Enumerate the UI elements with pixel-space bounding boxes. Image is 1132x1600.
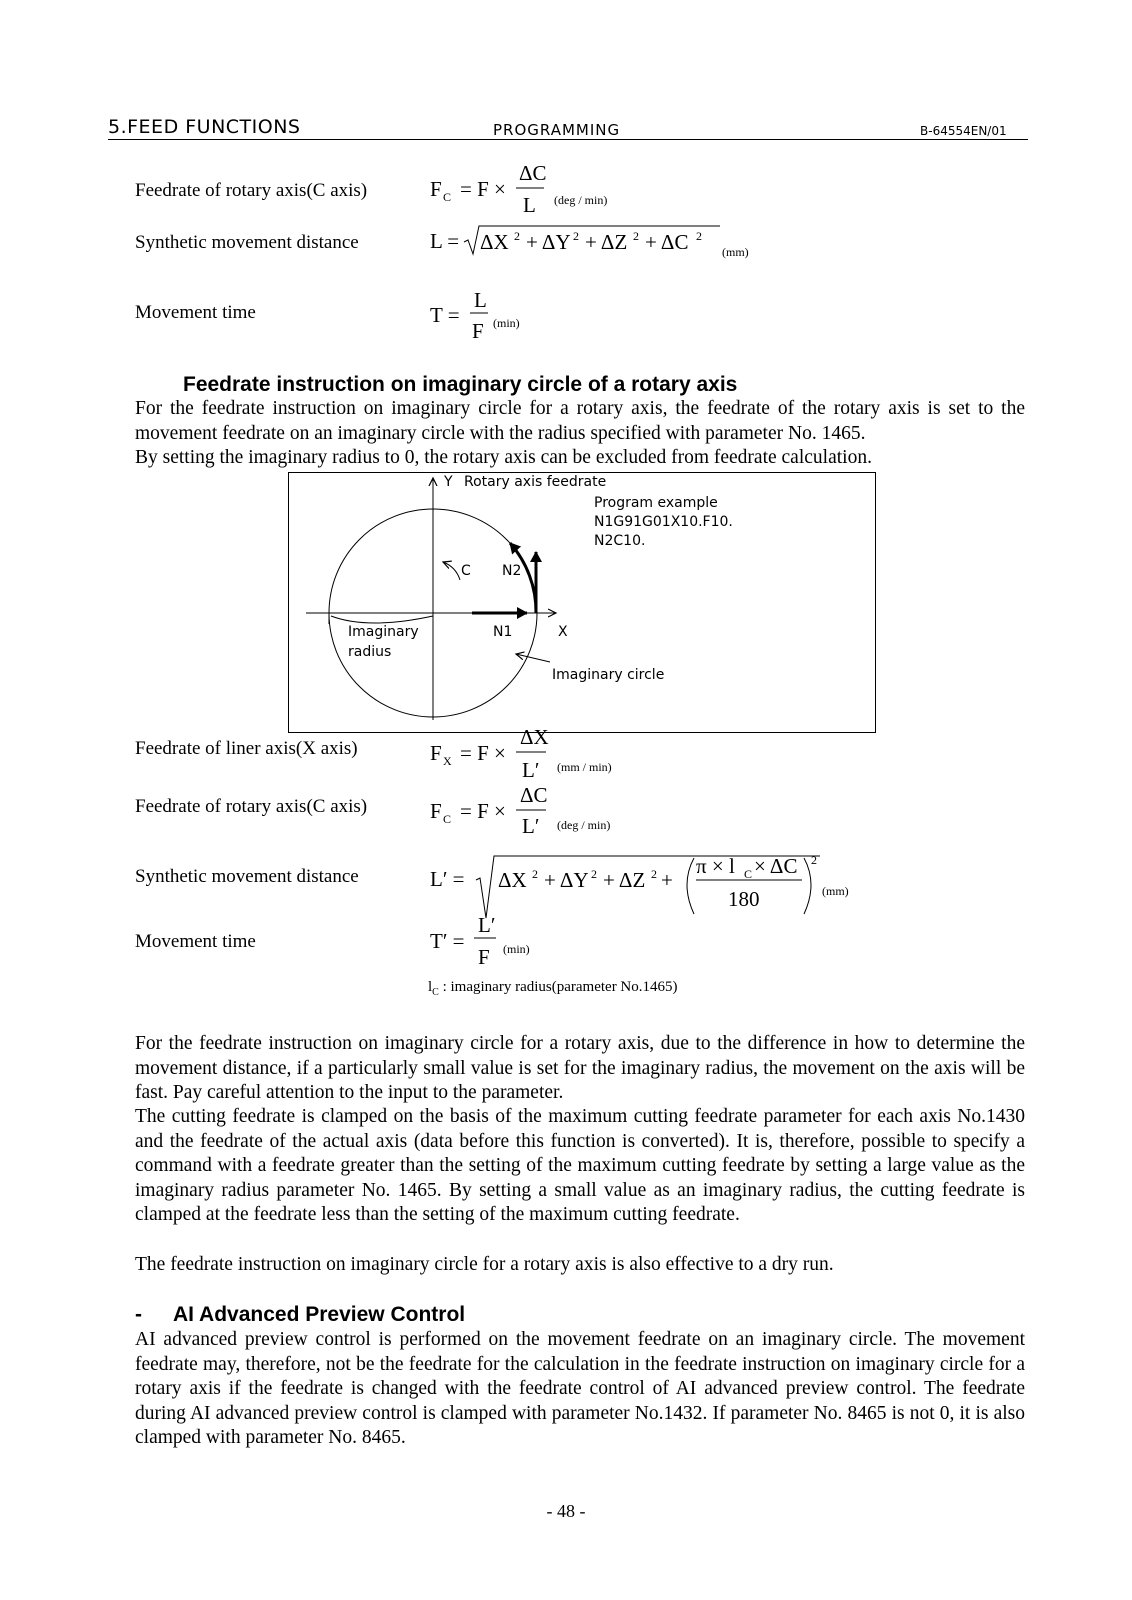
svg-text:X: X: [443, 754, 452, 768]
linear-feedrate-formula: [420, 730, 560, 792]
svg-text:L =: L =: [430, 229, 460, 253]
svg-text:+ ΔZ: + ΔZ: [585, 230, 628, 254]
radius-label-line-1: Imaginary: [348, 624, 419, 640]
radius-indicator: [331, 616, 433, 623]
movement-time-formula: [420, 285, 500, 345]
synthetic-distance-unit: (mm): [722, 245, 749, 259]
svg-text:F: F: [430, 741, 442, 765]
header-center: PROGRAMMING: [493, 121, 621, 139]
circle-pointer: [516, 654, 550, 662]
paragraph-clamping: The cutting feedrate is clamped on the basis of the maximum cutting feedrate parameter for each axis No.1430 and the feedrate of the actual axis (data before this function is converted). It is, therefore, possible to specify a command with a feedrate greater than the setting of the maximum cutting feedrate by setting a large value as the imaginary radius parameter No. 1465. By setting a small value as an imaginary radius, the cutting feedrate is clamped at the feedrate less than the setting of the maximum cutting feedrate.: [135, 1106, 1025, 1225]
rotary-feedrate-label-2: Feedrate of rotary axis(C axis): [135, 796, 368, 817]
rotary-feedrate-unit: (deg / min): [554, 193, 608, 207]
svg-text:L: L: [523, 193, 536, 217]
x-axis-label: X: [558, 624, 568, 640]
svg-text:ΔX: ΔX: [498, 868, 527, 892]
svg-text:2: 2: [573, 229, 579, 243]
synthetic-distance-formula: [420, 218, 720, 262]
program-example-title: Program example: [594, 495, 718, 511]
section-heading-imaginary-circle: Feedrate instruction on imaginary circle of a rotary axis: [183, 373, 738, 396]
c-label: C: [461, 563, 471, 579]
section-title: 5.FEED FUNCTIONS: [108, 116, 301, 138]
svg-text:C: C: [744, 867, 753, 881]
lc-definition-text: : imaginary radius(parameter No.1465): [442, 979, 678, 995]
svg-text:F: F: [472, 319, 484, 343]
program-line-1: N1G91G01X10.F10.: [594, 514, 733, 530]
svg-text:L: L: [474, 288, 487, 312]
svg-text:+ ΔC: + ΔC: [645, 230, 689, 254]
svg-text:+ ΔZ: + ΔZ: [603, 868, 646, 892]
svg-text:180: 180: [728, 887, 760, 911]
rotary-feedrate-unit-2: (deg / min): [557, 818, 611, 832]
svg-text:L′: L′: [522, 814, 540, 838]
svg-text:+ ΔY: + ΔY: [526, 230, 571, 254]
svg-text:2: 2: [696, 229, 702, 243]
paragraph-imaginary-radius-zero: By setting the imaginary radius to 0, the rotary axis can be excluded from feedrate calculation.: [135, 447, 872, 468]
svg-text:= F ×: = F ×: [460, 177, 506, 201]
svg-text:+ ΔY: + ΔY: [544, 868, 589, 892]
y-axis-title: Rotary axis feedrate: [464, 474, 607, 490]
movement-time-label-2: Movement time: [135, 931, 256, 952]
svg-text:× ΔC: × ΔC: [754, 854, 798, 878]
paragraph-small-radius-warning: For the feedrate instruction on imaginary circle for a rotary axis, due to the difference in how to determine the movement distance, if a particularly small value is set for the imaginary radius, the movement on the axis will be fast. Pay careful attention to the input to the parameter.: [135, 1033, 1025, 1103]
svg-text:π × l: π × l: [696, 854, 735, 878]
n2-label: N2: [502, 563, 522, 579]
svg-text:2: 2: [811, 853, 817, 867]
svg-text:T′ =: T′ =: [430, 929, 465, 953]
movement-time-unit-2: (min): [503, 942, 530, 956]
svg-text:C: C: [443, 812, 452, 826]
rotary-feedrate-formula-2: [420, 788, 560, 848]
imaginary-circle-label: Imaginary circle: [552, 667, 665, 683]
svg-text:2: 2: [591, 867, 597, 881]
movement-time-formula-2: [420, 912, 510, 972]
bullet-dash: -: [135, 1303, 142, 1326]
svg-text:2: 2: [532, 867, 538, 881]
svg-text:L′ =: L′ =: [430, 867, 465, 891]
linear-feedrate-unit: (mm / min): [557, 760, 612, 774]
svg-text:2: 2: [633, 229, 639, 243]
rotary-feedrate-formula: [420, 160, 640, 220]
section-heading-ai-apc: AI Advanced Preview Control: [173, 1303, 466, 1326]
y-axis-label: Y: [444, 474, 453, 490]
movement-time-label: Movement time: [135, 302, 256, 323]
svg-text:T =: T =: [430, 303, 460, 327]
linear-feedrate-label: Feedrate of liner axis(X axis): [135, 738, 358, 759]
svg-text:= F ×: = F ×: [460, 741, 506, 765]
paragraph-feedrate-instruction: For the feedrate instruction on imaginary circle for a rotary axis, the feedrate of the rotary axis is set to the movement feedrate on an imaginary circle with the radius specified with parameter No. 1465.: [135, 398, 1025, 444]
document-id: B-64554EN/01: [920, 124, 1007, 138]
movement-time-unit: (min): [493, 316, 520, 330]
synthetic-distance-label-2: Synthetic movement distance: [135, 866, 359, 887]
svg-text:ΔC: ΔC: [520, 788, 548, 807]
svg-text:ΔX: ΔX: [520, 730, 549, 749]
program-line-2: N2C10.: [594, 533, 646, 549]
c-rotation-arrow: [443, 562, 460, 580]
paragraph-ai-apc: AI advanced preview control is performed on the movement feedrate on an imaginary circle. The movement feedrate may, therefore, not be the feedrate for the calculation in the feedrate instruction on imaginary circle for a rotary axis if the feedrate is changed with the feedrate control of AI advanced preview control. The feedrate during AI advanced preview control is clamped with parameter No.1432. If parameter No. 8465 is not 0, it is also clamped with parameter No. 8465.: [135, 1329, 1025, 1448]
imaginary-circle-diagram: [288, 472, 876, 734]
radius-label-line-2: radius: [348, 644, 392, 660]
n1-label: N1: [493, 624, 513, 640]
rotary-feedrate-label: Feedrate of rotary axis(C axis): [135, 180, 368, 201]
svg-text:L′: L′: [478, 913, 496, 937]
svg-text:ΔC: ΔC: [519, 161, 547, 185]
lc-definition: $l_C$ : imaginary radius(parameter No.1465): [428, 979, 678, 998]
svg-text:L′: L′: [522, 758, 540, 782]
synthetic-distance-label: Synthetic movement distance: [135, 232, 359, 253]
svg-text:C: C: [443, 190, 452, 204]
svg-text:= F ×: = F ×: [460, 799, 506, 823]
svg-text:F: F: [430, 177, 442, 201]
svg-text:F: F: [478, 945, 490, 969]
header-rule: [108, 139, 1028, 140]
page-number: - 48 -: [546, 1501, 586, 1521]
paragraph-dry-run: The feedrate instruction on imaginary circle for a rotary axis is also effective to a dry run.: [135, 1254, 834, 1275]
svg-text:2: 2: [514, 229, 520, 243]
svg-text:2: 2: [651, 867, 657, 881]
svg-text:ΔX: ΔX: [480, 230, 509, 254]
svg-text:F: F: [430, 799, 442, 823]
synthetic-distance-unit-2: (mm): [822, 884, 849, 898]
svg-text:+: +: [661, 868, 673, 892]
